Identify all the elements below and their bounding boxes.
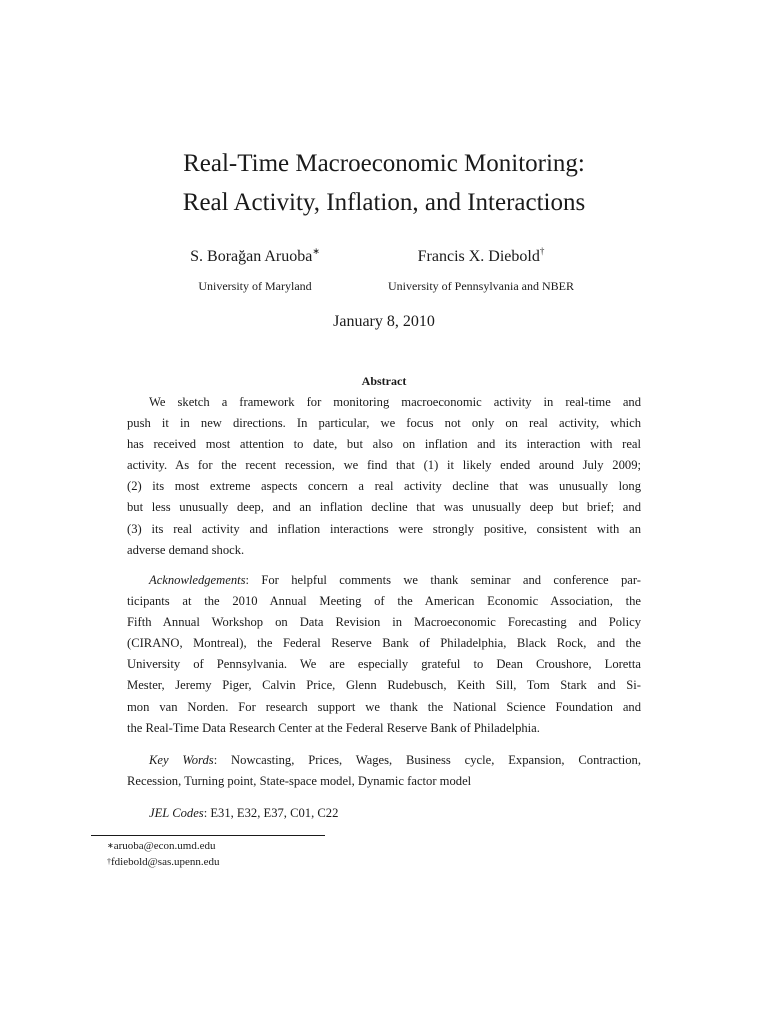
paper-title-line-1: Real-Time Macroeconomic Monitoring: [183,150,585,177]
author-name: Francis X. Diebold [417,248,540,265]
footnote-mark: ∗ [107,841,114,850]
ack-line: ticipants at the 2010 Annual Meeting of the American Economic Association, the [127,594,641,609]
abstract-line: We sketch a framework for monitoring macroeconomic activity in real-time and [149,395,641,409]
ack-line: University of Pennsylvania. We are especially grateful to Dean Croushore, Loretta [127,657,641,672]
keywords-paragraph [127,750,641,792]
ack-line: Mester, Jeremy Piger, Calvin Price, Glenn Rudebusch, Keith Sill, Tom Stark and Si- [127,678,641,693]
ack-line: the Real-Time Data Research Center at the Federal Reserve Bank of Philadelphia. [127,720,540,735]
author-name: S. Borağan Aruoba [190,248,313,265]
footnotes [107,839,220,870]
jel-line [127,803,641,824]
keywords-line [127,750,641,771]
ack-line-text: : For helpful comments we thank seminar and conference par- [245,573,641,587]
footnote-email: aruoba@econ.umd.edu [113,840,216,852]
abstract-line: (2) its most extreme aspects concern a real activity decline that was unusually long [127,479,641,494]
author-block-1 [170,248,340,294]
keywords-line: Recession, Turning point, State-space model, Dynamic factor model [127,774,472,789]
jel-codes: : E31, E32, E37, C01, C22 [203,806,339,820]
abstract-body [127,392,641,561]
footnote [107,855,220,871]
paper-title-line-2: Real Activity, Inflation, and Interactions [182,189,586,216]
ack-line: (CIRANO, Montreal), the Federal Reserve Bank of Philadelphia, Black Rock, and the [127,636,641,651]
paper-date: January 8, 2010 [333,313,435,330]
abstract-line: activity. As for the recent recession, we find that (1) it likely ended around July 2009; [127,458,641,473]
jel-codes-paragraph [127,803,641,824]
footnote [107,839,220,855]
author-affiliation: University of Pennsylvania and NBER [388,279,574,293]
author-footnote-mark: ∗ [312,246,320,256]
abstract-heading: Abstract [361,374,407,388]
jel-label: JEL Codes [149,806,204,820]
ack-line: mon van Norden. For research support we thank the National Science Foundation and [127,699,641,714]
abstract-line: has received most attention to date, but also on inflation and its interaction with real [127,437,641,452]
abstract-line: push it in new directions. In particular, we focus not only on real activity, which [127,416,641,431]
footnote-rule [91,835,325,836]
ack-line [127,570,641,591]
acknowledgements-paragraph [127,570,641,739]
keywords-line-text: : Nowcasting, Prices, Wages, Business cycle, Expansion, Contraction, [213,753,641,767]
abstract-line: but less unusually deep, and an inflation decline that was unusually deep but brief; and [127,500,641,515]
footnote-mark: † [107,856,111,866]
author-footnote-mark: † [539,246,545,256]
footnote-email: fdiebold@sas.upenn.edu [111,855,220,868]
abstract-line: adverse demand shock. [127,542,245,557]
author-name-line [170,248,340,266]
ack-label: Acknowledgements [149,573,246,587]
ack-line: Fifth Annual Workshop on Data Revision in Macroeconomic Forecasting and Policy [127,615,641,630]
keywords-label: Key Words [149,753,214,767]
author-block-2 [368,248,594,294]
author-name-line [368,248,594,266]
abstract-line: (3) its real activity and inflation interactions were strongly positive, consistent with an [127,521,641,536]
author-affiliation: University of Maryland [198,279,312,293]
